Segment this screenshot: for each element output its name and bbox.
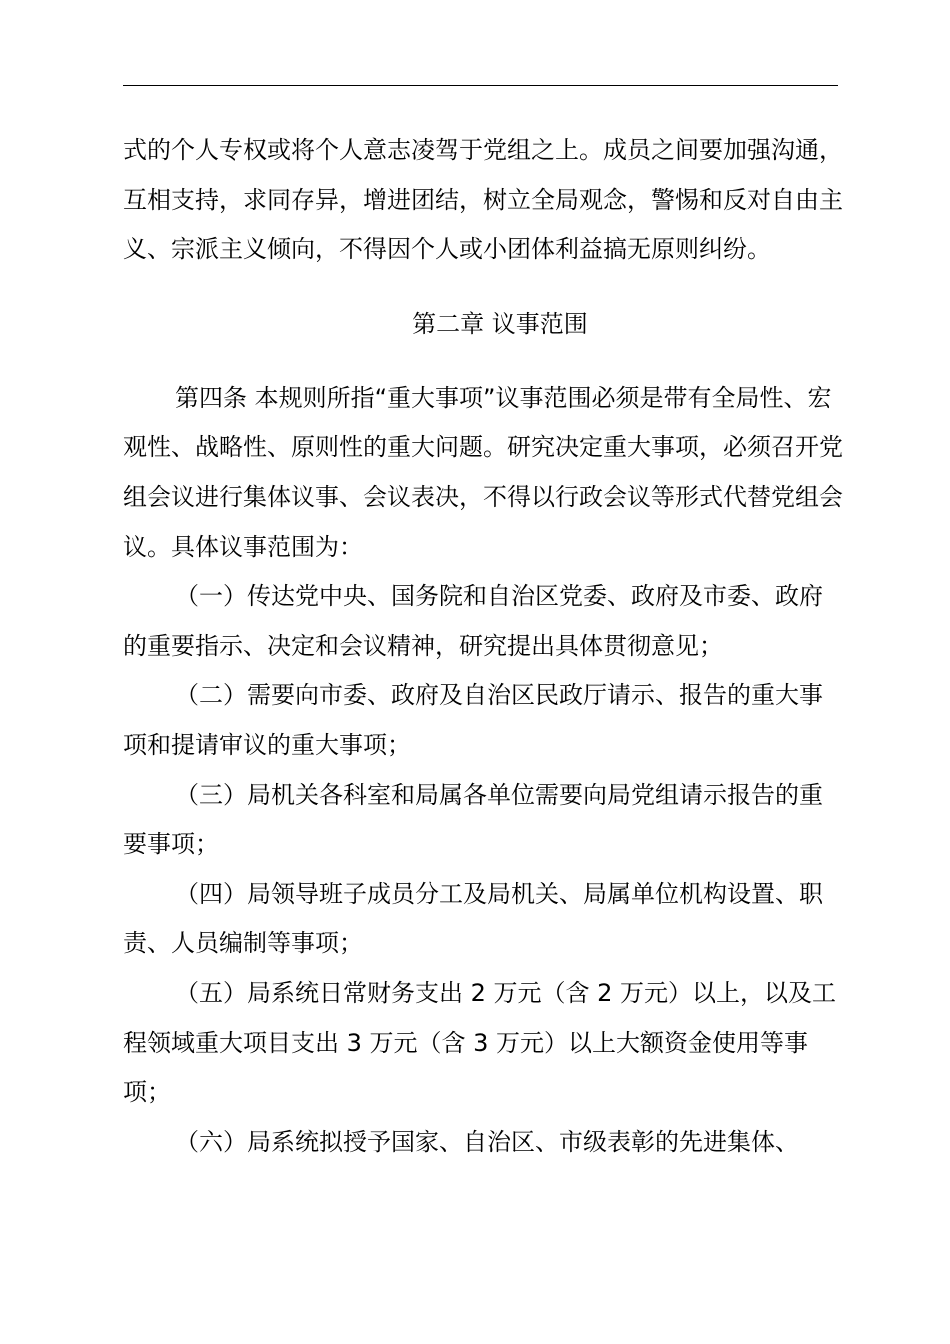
header-rule (123, 85, 838, 86)
list-item: （三）局机关各科室和局属各单位需要向局党组请示报告的重要事项； (123, 780, 823, 859)
list-item: （五）局系统日常财务支出 2 万元（含 2 万元）以上，以及工程领域重大项目支出 3 万元（含 3 万元）以上大额资金使用等事项； (123, 978, 837, 1107)
document-body (123, 126, 843, 1167)
list-item: （二）需要向市委、政府及自治区民政厅请示、报告的重大事项和提请审议的重大事项； (123, 681, 823, 759)
chapter-heading: 第二章 议事范围 (412, 309, 588, 338)
list-item: （一）传达党中央、国务院和自治区党委、政府及市委、政府的重要指示、决定和会议精神，研究提出具体贯彻意见； (123, 582, 823, 660)
list-item: （四）局领导班子成员分工及局机关、局属单位机构设置、职责、人员编制等事项； (123, 879, 823, 958)
list-item: （六）局系统拟授予国家、自治区、市级表彰的先进集体、 (175, 1127, 799, 1156)
article-four: 第四条 本规则所指“重大事项”议事范围必须是带有全局性、宏观性、战略性、原则性的重大问题。研究决定重大事项，必须召开党组会议进行集体议事、会议表决，不得以行政会议等形式代替党组会议。具体议事范围为： (123, 383, 843, 561)
continued-paragraph: 式的个人专权或将个人意志凌驾于党组之上。成员之间要加强沟通，互相支持，求同存异，增进团结，树立全局观念，警惕和反对自由主义、宗派主义倾向，不得因个人或小团体利益搞无原则纠纷。 (123, 136, 843, 264)
